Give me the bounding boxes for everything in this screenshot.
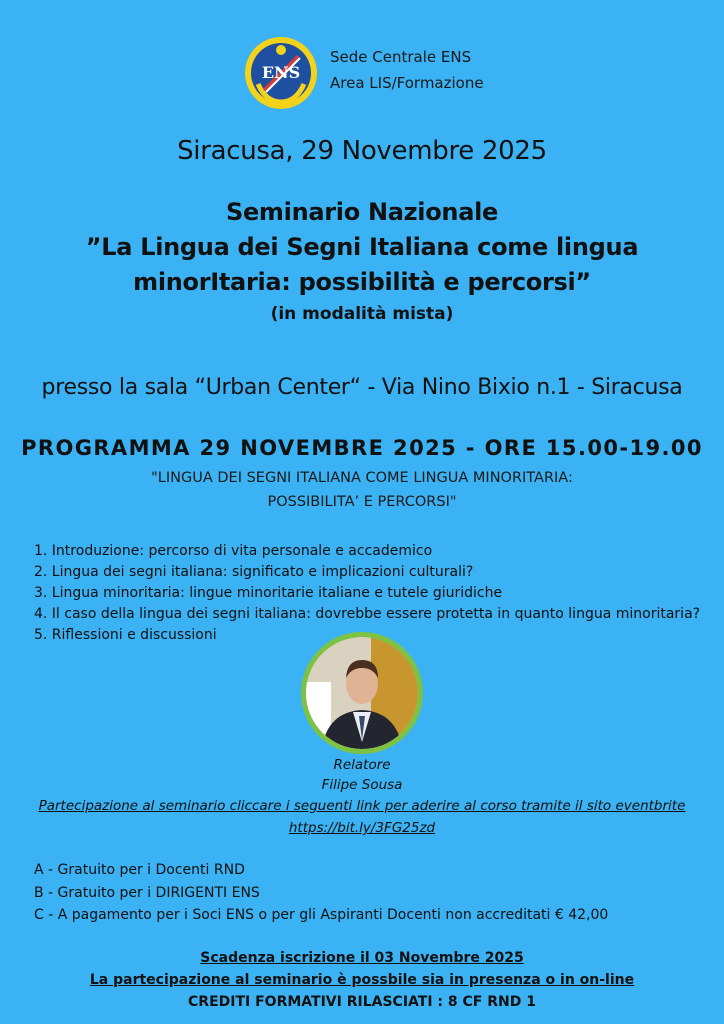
- title-line-1: Seminario Nazionale: [225, 198, 499, 226]
- programme-item: 5. Riflessioni e discussioni: [34, 627, 217, 643]
- deadline: Scadenza iscrizione il 03 Novembre 2025: [200, 950, 524, 966]
- speaker-portrait-image: [301, 632, 423, 754]
- participation-mode: La partecipazione al seminario è possbile sia in presenza o in on-line: [89, 972, 635, 988]
- option-c: C - A pagamento per i Soci ENS o per gli Aspiranti Docenti non accreditati € 42,00: [34, 907, 609, 923]
- speaker-role: Relatore: [333, 757, 391, 773]
- org-name: Sede Centrale ENS: [330, 48, 472, 66]
- programme-item: 2. Lingua dei segni italiana: significato e implicazioni culturali?: [34, 564, 474, 580]
- programme-item: 3. Lingua minoritaria: lingue minoritarie italiane e tutele giuridiche: [34, 585, 503, 601]
- svg-text:ENS: ENS: [261, 63, 301, 82]
- programme-item: 1. Introduzione: percorso di vita personale e accademico: [34, 543, 433, 559]
- registration-link[interactable]: https://bit.ly/3FG25zd: [288, 820, 436, 836]
- ens-logo: [244, 36, 318, 110]
- programme-item: 4. Il caso della lingua dei segni italiana: dovrebbe essere protetta in quanto lingua minoritaria?: [34, 606, 701, 622]
- org-area: Area LIS/Formazione: [330, 74, 484, 92]
- credits: CREDITI FORMATIVI RILASCIATI : 8 CF RND 1: [188, 994, 536, 1010]
- programme-heading: PROGRAMMA 29 NOVEMBRE 2025 - ORE 15.00-19.00: [21, 436, 703, 460]
- programme-subtitle-2: POSSIBILITA’ E PERCORSI": [267, 494, 457, 510]
- registration-text[interactable]: Partecipazione al seminario cliccare i seguenti link per aderire al corso tramite il sito eventbrite: [38, 798, 686, 814]
- venue: presso la sala “Urban Center“ - Via Nino Bixio n.1 - Siracusa: [41, 375, 683, 400]
- title-mode: (in modalità mista): [270, 304, 454, 324]
- option-b: B - Gratuito per i DIRIGENTI ENS: [34, 885, 260, 901]
- programme-subtitle-1: "LINGUA DEI SEGNI ITALIANA COME LINGUA MINORITARIA:: [151, 470, 573, 486]
- title-line-2: ”La Lingua dei Segni Italiana come lingua: [85, 233, 639, 261]
- title-line-3: minorItaria: possibilità e percorsi”: [133, 268, 591, 296]
- speaker-photo: [301, 632, 423, 754]
- option-a: A - Gratuito per i Docenti RND: [34, 862, 245, 878]
- date-line: Siracusa, 29 Novembre 2025: [177, 136, 547, 166]
- speaker-name: Filipe Sousa: [321, 777, 403, 793]
